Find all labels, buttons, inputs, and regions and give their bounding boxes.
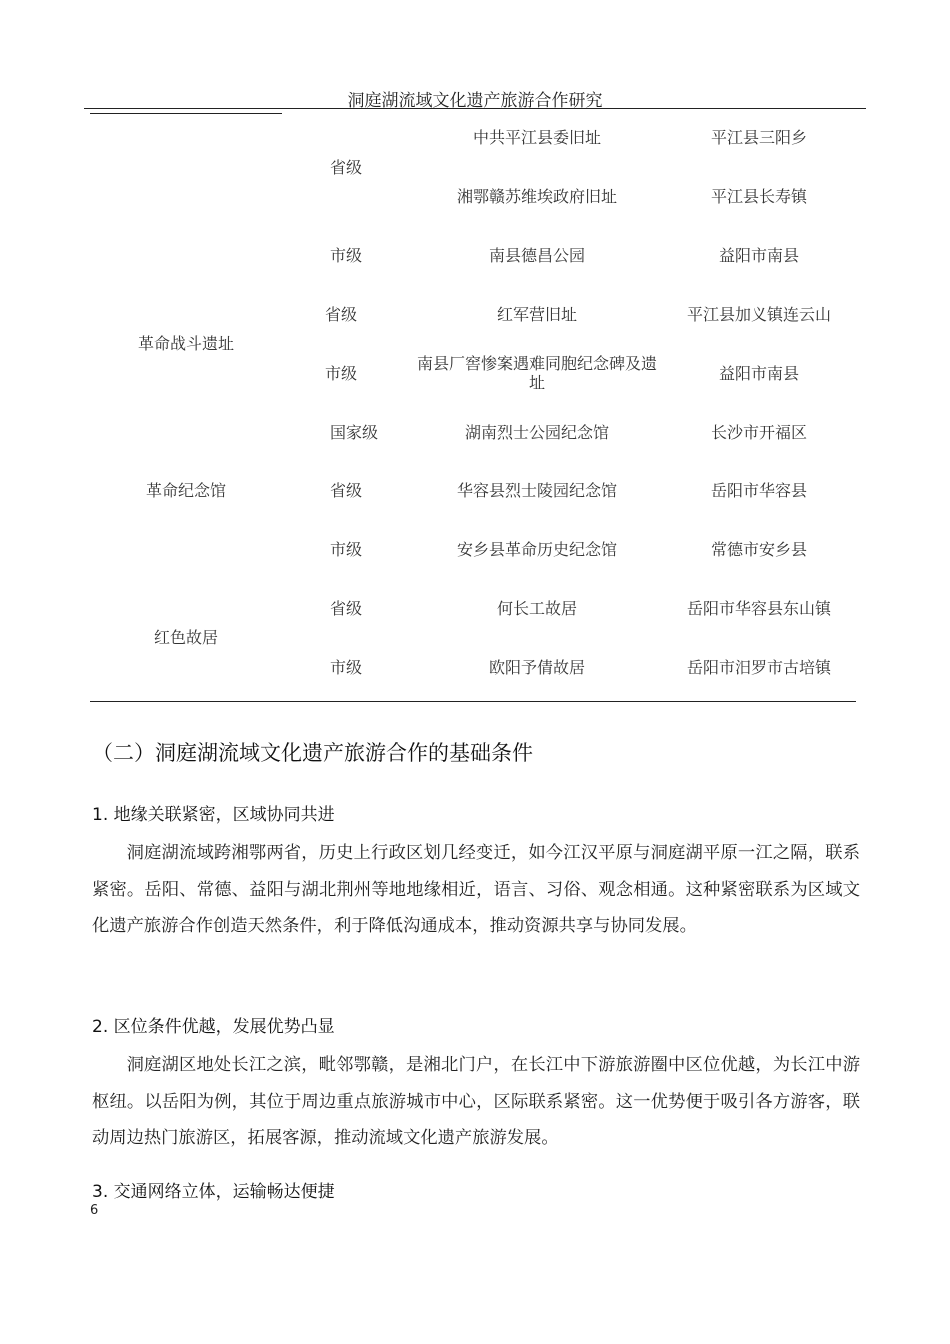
- table-cell-site-name: 南县德昌公园: [488, 246, 585, 265]
- paragraph-2: 洞庭湖区地处长江之滨，毗邻鄂赣，是湘北门户，在长江中下游旅游圈中区位优越，为长江中游枢纽。以岳阳为例，其位于周边重点旅游城市中心，区际联系紧密。这一优势便于吸引各方游客，联动周边热门旅游区，拓展客源，推动流域文化遗产旅游发展。: [92, 1055, 860, 1148]
- subsection-heading-1: 1. 地缘关联紧密，区域协同共进: [92, 805, 335, 825]
- table-cell-location: 平江县长寿镇: [710, 187, 807, 206]
- table-cell-level: 省级: [324, 305, 357, 324]
- category-red-former-residences: 红色故居: [153, 628, 218, 647]
- table-cell-site-name: 南县厂窖惨案遇难同胞纪念碑及遗址: [416, 354, 657, 392]
- table-cell-location: 益阳市南县: [718, 246, 799, 265]
- table-cell-site-name: 湘鄂赣苏维埃政府旧址: [456, 187, 617, 206]
- table-cell-level: 省级: [329, 158, 362, 177]
- table-cell-level: 国家级: [329, 423, 378, 442]
- table-top-rule: [90, 113, 282, 114]
- table-cell-level: 市级: [329, 658, 362, 677]
- table-cell-site-name: 中共平江县委旧址: [472, 128, 601, 147]
- table-cell-location: 长沙市开福区: [710, 423, 807, 442]
- table-cell-site-name: 华容县烈士陵园纪念馆: [456, 481, 617, 500]
- table-cell-site-name: 安乡县革命历史纪念馆: [456, 540, 617, 559]
- table-cell-level: 省级: [329, 599, 362, 618]
- table-cell-site-name: 红军营旧址: [496, 305, 577, 324]
- table-cell-location: 岳阳市汨罗市古培镇: [686, 658, 831, 677]
- table-cell-level: 市级: [329, 246, 362, 265]
- table-cell-level: 省级: [329, 481, 362, 500]
- table-cell-location: 岳阳市华容县东山镇: [686, 599, 831, 618]
- table-cell-location: 平江县加义镇连云山: [686, 305, 831, 324]
- section-heading: （二）洞庭湖流域文化遗产旅游合作的基础条件: [92, 741, 533, 765]
- table-cell-site-name: 欧阳予倩故居: [488, 658, 585, 677]
- table-cell-site-name: 何长工故居: [496, 599, 577, 618]
- paragraph-1: 洞庭湖流域跨湘鄂两省，历史上行政区划几经变迁，如今江汉平原与洞庭湖平原一江之隔，联系紧密。岳阳、常德、益阳与湖北荆州等地地缘相近，语言、习俗、观念相通。这种紧密联系为区域文化遗产旅游合作创造天然条件，利于降低沟通成本，推动资源共享与协同发展。: [92, 843, 860, 936]
- subsection-heading-3: 3. 交通网络立体，运输畅达便捷: [92, 1182, 335, 1202]
- table-bottom-rule: [90, 701, 856, 702]
- category-revolutionary-memorial-halls: 革命纪念馆: [145, 481, 226, 500]
- running-header-title: 洞庭湖流域文化遗产旅游合作研究: [347, 91, 603, 111]
- table-cell-location: 常德市安乡县: [710, 540, 807, 559]
- table-cell-location: 岳阳市华容县: [710, 481, 807, 500]
- header-rule: [84, 108, 866, 109]
- subsection-heading-2: 2. 区位条件优越，发展优势凸显: [92, 1017, 335, 1037]
- table-cell-level: 市级: [329, 540, 362, 559]
- table-cell-site-name: 湖南烈士公园纪念馆: [464, 423, 609, 442]
- table-cell-level: 市级: [324, 364, 357, 383]
- category-revolutionary-battle-sites: 革命战斗遗址: [137, 334, 234, 353]
- page-number: 6: [90, 1203, 99, 1218]
- table-cell-location: 益阳市南县: [718, 364, 799, 383]
- table-cell-location: 平江县三阳乡: [710, 128, 807, 147]
